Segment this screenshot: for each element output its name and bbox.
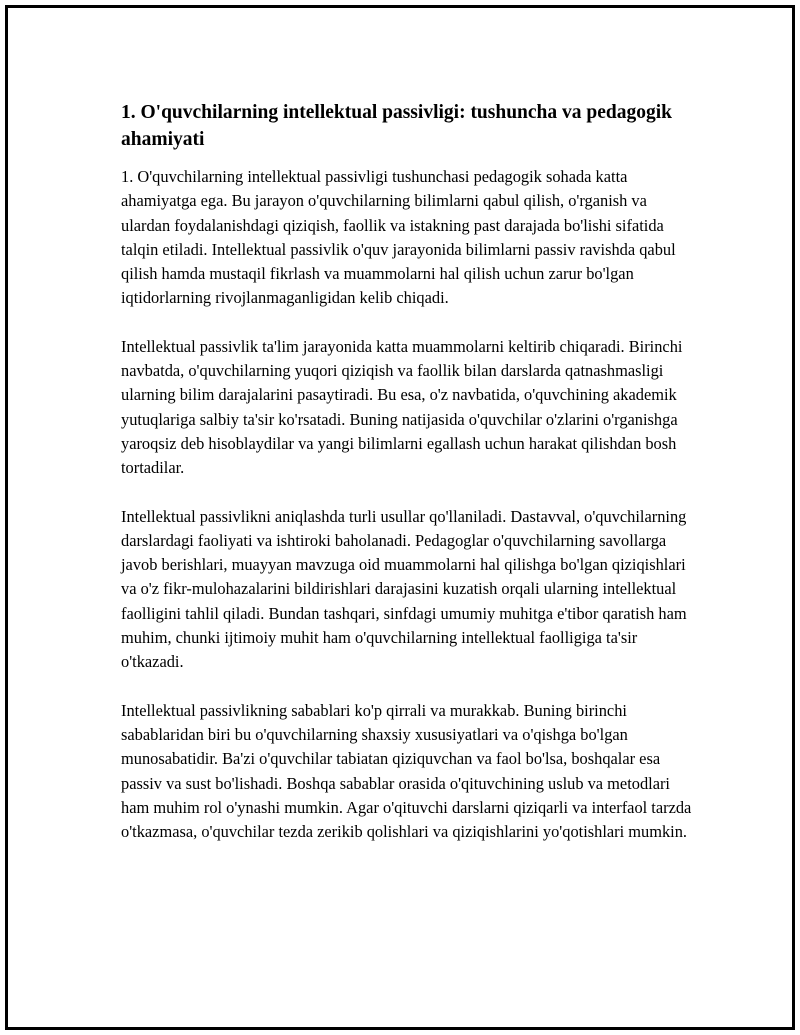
document-body: [121, 99, 696, 868]
paragraph-1: 1. O'quvchilarning intellektual passivligi tushunchasi pedagogik sohada katta ahamiyatga ega. Bu jarayon o'quvchilarning bilimlarni qabul qilish, o'rganish va ulardan foydalanishdagi qiziqish, faollik va istakning past darajada bo'lishi sifatida talqin etiladi. Intellektual passivlik o'quv jarayonida bilimlarni passiv ravishda qabul qilish hamda mustaqil fikrlash va muammolarni hal qilish uchun zarur bo'lgan iqtidorlarning rivojlanmaganligidan kelib chiqadi.: [121, 167, 676, 308]
document-title: 1. O'quvchilarning intellektual passivligi: tushuncha va pedagogik ahamiyati: [121, 102, 673, 150]
paragraph-2: Intellektual passivlik ta'lim jarayonida katta muammolarni keltirib chiqaradi. Birinchi navbatda, o'quvchilarning yuqori qiziqish va faollik bilan darslarda qatnashmasligi ularning bilim darajalarini pasaytiradi. Bu esa, o'z navbatida, o'quvchining akademik yutuqlariga salbiy ta'sir ko'rsatadi. Buning natijasida o'quvchilar o'zlarini o'rganishga yaroqsiz deb hisoblaydilar va yangi bilimlarni egallash uchun harakat qilishdan bosh tortadilar.: [121, 336, 683, 478]
paragraph-3: Intellektual passivlikni aniqlashda turli usullar qo'llaniladi. Dastavval, o'quvchilarning darslardagi faoliyati va ishtiroki baholanadi. Pedagoglar o'quvchilarning savollarga javob berishlari, muayyan mavzuga oid muammolarni hal qilishga bo'lgan qiziqishlari va o'z fikr-mulohazalarini bildirishlari darajasini kuzatish orqali ularning intellektual faolligini tahlil qiladi. Bundan tashqari, sinfdagi umumiy muhitga e'tibor qaratish ham muhim, chunki ijtimoiy muhit ham o'quvchilarning intellektual faolligiga ta'sir o'tkazadi.: [121, 506, 687, 672]
paragraph-4: Intellektual passivlikning sabablari ko'p qirrali va murakkab. Buning birinchi sabablaridan biri bu o'quvchilarning shaxsiy xususiyatlari va o'qishga bo'lgan munosabatidir. Ba'zi o'quvchilar tabiatan qiziquvchan va faol bo'lsa, boshqalar esa passiv va sust bo'lishadi. Boshqa sabablar orasida o'qituvchining uslub va metodlari ham muhim rol o'ynashi mumkin. Agar o'qituvchi darslarni qiziqarli va interfaol tarzda o'tkazmasa, o'quvchilar tezda zerikib qolishlari va qiziqishlarini yo'qotishlari mumkin.: [121, 700, 692, 842]
page-frame: [5, 5, 795, 1030]
